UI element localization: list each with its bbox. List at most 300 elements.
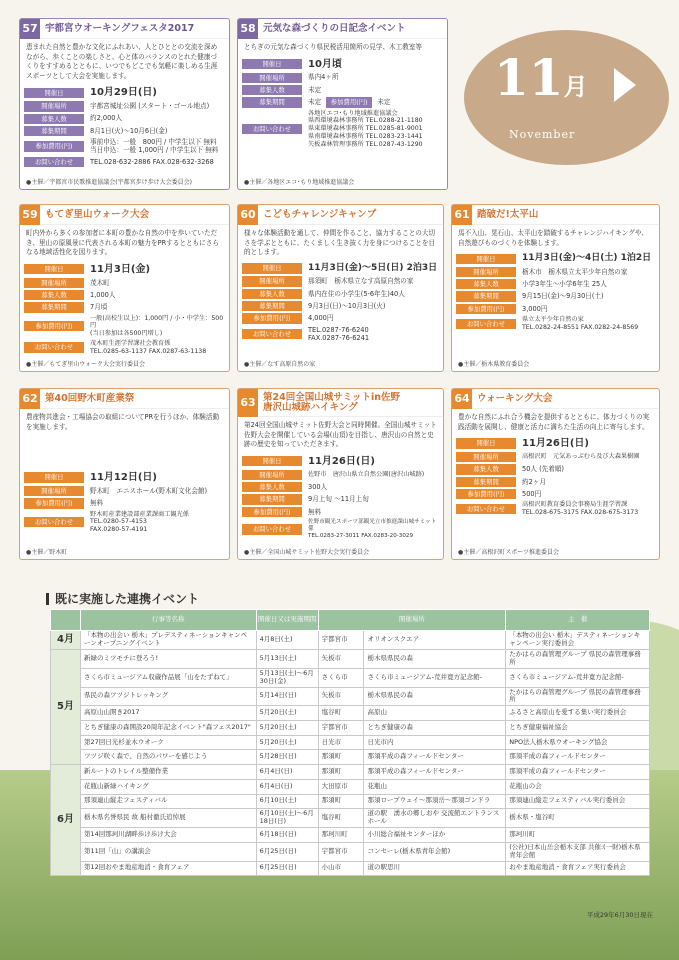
cell-city: 宇都宮市: [318, 842, 364, 861]
cell-city: 塩谷町: [318, 706, 364, 721]
info-value: 3,000円: [522, 304, 548, 313]
section-title-text: 既に実施した連携イベント: [55, 592, 200, 606]
cell-place: 那須平成の森フィールドセンター: [364, 750, 506, 765]
month-bubble: [464, 30, 669, 165]
table-row: [51, 750, 650, 765]
section-bar: [46, 593, 49, 605]
info-value: 高根沢町 元気あっぷむら及び大森果樹園: [522, 453, 640, 461]
cell-city: 那須町: [318, 765, 364, 780]
info-value: 9月15日(金)〜9月30日(土): [522, 292, 604, 301]
cell-place: さくら市ミュージアム-荒井寛方記念館-: [364, 668, 506, 687]
cell-place: とちぎ健康の森: [364, 721, 506, 736]
card-number: 63: [238, 389, 258, 417]
event-card-58: [237, 18, 448, 190]
cell-place: 栃木県県民の森: [364, 649, 506, 668]
card-note: ●主催／もてぎ里山ウォーク大会実行委員会: [26, 361, 145, 368]
info-row: [24, 114, 225, 124]
card-number: 58: [238, 19, 258, 39]
table-row: [51, 721, 650, 736]
info-row: [24, 138, 225, 154]
card-title: 宇都宮ウオーキングフェスタ2017: [45, 22, 195, 34]
info-row: [24, 511, 225, 534]
cell-date: 6月18日(日): [256, 828, 318, 843]
card-header: [20, 19, 229, 39]
info-label: 募集人数: [24, 290, 84, 300]
col-header-text: 開催場所: [398, 615, 425, 624]
info-label: 募集人数: [456, 464, 516, 474]
cell-city: 矢板市: [318, 687, 364, 706]
card-title: こどもチャレンジキャンプ: [263, 208, 377, 220]
info-value: 佐野市 唐沢山県立自然公園(唐沢山城跡): [308, 470, 425, 478]
info-row: [456, 437, 655, 450]
cell-name: 高原山山開き2017: [80, 706, 256, 721]
info-label: 開催場所: [456, 267, 516, 277]
info-value: 300人: [308, 482, 328, 491]
info-value: 約2,000人: [90, 114, 123, 123]
card-note: ●主催／宇都宮市民歌推進協議会(宇都宮歩け歩け大会委員会): [26, 179, 192, 186]
cell-org: 那須平成の森フィールドセンター: [506, 750, 650, 765]
cell-date: 5月20日(土): [256, 706, 318, 721]
event-card-63: [237, 388, 444, 560]
info-label: お問い合わせ: [242, 329, 302, 339]
event-card-64: [451, 388, 660, 560]
cell-place: コンセーレ(栃木県青年会館): [364, 842, 506, 861]
month-number: 11月: [494, 48, 588, 107]
contact-line: 県東環境森林事務所 TEL.0285-81-9001: [308, 125, 423, 133]
month-cell: 6月: [51, 765, 81, 876]
cell-date: 6月4日(日): [256, 779, 318, 794]
info-label: 募集人数: [242, 289, 302, 299]
cell-org: (公社)日本山岳会栃木支部 共催:(一財)栃木県青年会館: [506, 842, 650, 861]
info-label: 開催場所: [456, 452, 516, 462]
info-value: TEL.028-675-3175 FAX.028-675-3173: [522, 509, 639, 517]
cell-name: 第14回那珂川湖畔歩け歩け大会: [80, 828, 256, 843]
cell-org: 那須平成の森フィールドセンター: [506, 765, 650, 780]
info-row: [242, 519, 439, 540]
cell-org: NPO法人栃木県ウオーキング協会: [506, 735, 650, 750]
table-row: [51, 794, 650, 809]
info-value: 8月1日(火)〜10月6日(金): [90, 126, 168, 135]
info-label: 開催日: [242, 456, 302, 466]
info-label: 開催日: [24, 264, 84, 274]
card-header: [238, 19, 447, 39]
card-note: ●主催／高根沢町スポーツ推進委員会: [458, 549, 559, 556]
info-value: 野木町 エニスホール(野木町文化会館): [90, 486, 208, 495]
cell-date: 5月14日(日): [256, 687, 318, 706]
event-card-57: [19, 18, 230, 190]
info-label: 参加費用(円): [242, 313, 302, 323]
info-row: [456, 253, 655, 265]
col-header: 主 催: [506, 610, 650, 631]
info-row: [24, 126, 225, 136]
card-number: 59: [20, 205, 40, 225]
info-row: [24, 278, 225, 288]
info-row: [242, 85, 443, 95]
cell-name: 新緑のミツモチに登ろう!: [80, 649, 256, 668]
cell-place: 那須平成の森フィールドセンター: [364, 765, 506, 780]
cell-place: 道の駅 湧水の郷しおや 交流館エントランスホール: [364, 809, 506, 828]
info-value: 県内4ヶ所: [308, 73, 339, 82]
info-row: [242, 494, 439, 504]
col-header: [318, 610, 506, 631]
info-value: TEL.0280-57-4153: [90, 518, 147, 526]
info-label: 参加費用(円): [326, 97, 372, 107]
info-value: 9月3日(日)〜10月3日(火): [308, 301, 386, 310]
info-label: 開催場所: [242, 276, 302, 286]
month-cell: 5月: [51, 649, 81, 764]
info-row: [24, 290, 225, 300]
cell-date: 5月20日(土): [256, 721, 318, 736]
past-events-table: [50, 609, 650, 876]
info-value: 約2ヶ月: [522, 477, 546, 486]
info-value: 7月頃: [90, 303, 108, 312]
card-header: [20, 205, 229, 225]
info-value: 県内在住の小学生(5-6年生)40人: [308, 289, 405, 298]
cell-org: たかはらの森管理グループ 県民の森管理事務所: [506, 649, 650, 668]
cell-place: 栃木県県民の森: [364, 687, 506, 706]
col-header: 行事等名称: [80, 610, 256, 631]
cell-city: 小山市: [318, 861, 364, 876]
cell-city: 矢板市: [318, 649, 364, 668]
info-value: 無料: [308, 507, 322, 516]
table-row: [51, 828, 650, 843]
event-card-62: [19, 388, 230, 560]
info-label: 参加費用(円): [24, 321, 84, 331]
info-value: 当日申込：一般 1,000円 / 中学生以下 無料: [90, 146, 219, 155]
cell-date: 6月25日(日): [256, 842, 318, 861]
info-row: [242, 73, 443, 83]
info-row: [24, 340, 225, 356]
info-row: [24, 263, 225, 276]
info-value: 事前申込：一般 800円 / 中学生以下 無料: [90, 138, 217, 147]
card-number: 57: [20, 19, 40, 39]
month-cell: 4月: [51, 631, 81, 650]
card-desc: 町内外から多くの参加者に本町の豊かな自然の中を歩いていただき、里山の原風景に代表される本町の魅力をPRするとともにさらなる地域活性化を図ります。: [26, 229, 219, 257]
info-value: 11月3日(金)〜5日(日) 2泊3日: [308, 262, 438, 273]
card-header: [238, 205, 443, 225]
info-value: 11月3日(金)〜4日(土) 1泊2日: [522, 253, 652, 264]
info-value: 栃木市 栃木県立太平少年自然の家: [522, 267, 628, 276]
cell-org: 那須連山縦走フェスティバル実行委員会: [506, 794, 650, 809]
info-row: [24, 471, 225, 484]
table-row: [51, 706, 650, 721]
cell-name: 新ルートのトレイル整備作業: [80, 765, 256, 780]
table-row: [51, 649, 650, 668]
card-note: ●主催／各地区エコ･もり地域推進協議会: [244, 179, 355, 186]
info-row: [456, 304, 655, 314]
card-desc: 馬不入山、晃石山、太平山を踏破するチャレンジハイキングや、自然遊びものづくりを体験します。: [458, 229, 648, 247]
info-row: [24, 101, 225, 111]
info-row: [242, 58, 443, 71]
info-value: 11月12日(日): [90, 472, 157, 483]
cell-org: たかはらの森管理グループ 県民の森管理事務所: [506, 687, 650, 706]
info-label: 募集期間: [24, 302, 84, 312]
contact-line: 県西環境森林事務所 TEL.0288-21-1180: [308, 117, 423, 125]
info-label: 開催日: [242, 263, 302, 273]
info-label: お問い合わせ: [242, 124, 302, 134]
cell-org: おやま地産地消・食育フェア実行委員会: [506, 861, 650, 876]
info-row: [24, 315, 225, 338]
info-row: [242, 97, 443, 107]
cell-name: 第27回日光杉並木ウオーク: [80, 735, 256, 750]
info-value: 高根沢町教育委員会事務局生涯学習課: [522, 501, 628, 509]
cell-name: 「本物の出会い 栃木」プレデスティネーションキャンペーンオープニングイベント: [80, 631, 256, 650]
cell-org: 那珂川町: [506, 828, 650, 843]
card-title: もてぎ里山ウォーク大会: [45, 208, 150, 220]
cell-org: さくら市ミュージアム-荒井寛方記念館-: [506, 668, 650, 687]
table-header-row: [51, 610, 650, 631]
card-desc: 豊かな自然にふれ合う機会を提供するとともに、体力づくりの実践活動を展開し、健康と活力に満ちた生活の向上に寄与します。: [458, 413, 650, 431]
info-value: 4,000円: [308, 314, 334, 323]
card-title-line: 第24回全国山城サミットin佐野: [263, 391, 401, 403]
cell-place: 日光市内: [364, 735, 506, 750]
info-row: [456, 477, 655, 487]
info-label: 開催日: [24, 88, 84, 98]
info-label: 参加費用(円): [456, 489, 516, 499]
info-value: FAX.0287-76-6241: [308, 333, 370, 342]
info-label: 開催場所: [242, 73, 302, 83]
table-row: [51, 668, 650, 687]
cell-date: 5月20日(土): [256, 735, 318, 750]
info-label: 募集人数: [242, 85, 302, 95]
card-title: [258, 393, 400, 413]
info-row: [242, 470, 439, 480]
month-en: November: [509, 128, 576, 141]
info-value: 10月29日(日): [90, 87, 157, 99]
cell-place: オリオンスクエア: [364, 631, 506, 650]
cell-place: 花瓶山: [364, 779, 506, 794]
cell-date: 6月25日(日): [256, 861, 318, 876]
info-row: [242, 326, 439, 342]
card-title: 元気な森づくりの日記念イベント: [263, 22, 406, 34]
info-value: 宇都宮城址公園 (スタート・ゴール地点): [90, 102, 210, 111]
info-row: [242, 313, 439, 323]
card-desc: とちぎの元気な森づくり県民税活用箇所の見学、木工教室等: [244, 43, 423, 51]
info-value: 10月頃: [308, 58, 342, 70]
info-label: お問い合わせ: [24, 517, 84, 527]
arrow-right-icon: [614, 68, 636, 102]
cell-date: 5月13日(土)〜6月30日(金): [256, 668, 318, 687]
info-value: FAX.0280-57-4191: [90, 526, 148, 534]
cell-city: 日光市: [318, 735, 364, 750]
cell-place: 道の駅思川: [364, 861, 506, 876]
table-row: [51, 861, 650, 876]
info-value: TEL.028-632-2886 FAX.028-632-3268: [90, 157, 214, 166]
info-value: TEL.0282-24-8551 FAX.0282-24-8569: [522, 323, 639, 331]
info-label: 募集期間: [242, 301, 302, 311]
info-value: 11月26日(日): [308, 455, 375, 467]
table-row: [51, 809, 650, 828]
card-header: [452, 205, 659, 225]
event-card-60: [237, 204, 444, 372]
info-label: 参加費用(円): [24, 141, 84, 151]
cell-city: 宇都宮市: [318, 631, 364, 650]
cell-city: 大田原市: [318, 779, 364, 794]
cell-date: 6月4日(日): [256, 765, 318, 780]
table-row: [51, 765, 650, 780]
info-row: [24, 157, 225, 167]
info-value: 野木町産業建設部産業課商工観光係: [90, 510, 189, 518]
card-title-line: 唐沢山城跡ハイキング: [263, 401, 358, 413]
info-row: [456, 501, 655, 517]
info-label: お問い合わせ: [456, 319, 516, 329]
cell-name: ツツジ咲く森で、自然のパワーを感じよう: [80, 750, 256, 765]
info-value: 未定: [308, 85, 322, 94]
info-label: お問い合わせ: [24, 342, 84, 352]
info-row: [242, 289, 439, 299]
info-label: お問い合わせ: [242, 524, 302, 534]
cell-name: 第11回「山」の講演会: [80, 842, 256, 861]
cell-city: さくら市: [318, 668, 364, 687]
info-value: TEL.0283-27-3011 FAX.0283-20-3029: [308, 532, 414, 539]
cell-date: 5月28日(日): [256, 750, 318, 765]
info-row: [242, 110, 443, 149]
cell-city: 塩谷町: [318, 809, 364, 828]
info-label: 募集人数: [24, 114, 84, 124]
contact-line: 矢板森林管理事務所 TEL.0287-43-1290: [308, 140, 423, 148]
cell-org: 花瓶山の会: [506, 779, 650, 794]
info-value: 一般(高校生以上)：1,000円 / 小・中学生：500円: [90, 314, 224, 330]
card-title: 踏破だ!太平山: [477, 208, 539, 220]
event-card-59: [19, 204, 230, 372]
info-value: 11月26日(日): [522, 438, 589, 450]
info-value: 9月上旬 〜11月上旬: [308, 495, 369, 504]
info-value: 未定: [308, 98, 322, 107]
info-label: 開催場所: [242, 470, 302, 480]
info-value: 11月3日(金): [90, 263, 151, 275]
cell-name: 花瓶山新緑ハイキング: [80, 779, 256, 794]
cell-date: 5月13日(土): [256, 649, 318, 668]
info-label: 募集人数: [456, 279, 516, 289]
card-note: ●主催／野木町: [26, 549, 68, 556]
info-row: [24, 302, 225, 312]
col-header: 開催日又は実施期間: [256, 610, 318, 631]
cell-name: とちぎ健康の森開設20周年記念イベント"森フェス2017": [80, 721, 256, 736]
info-label: 募集期間: [456, 477, 516, 487]
info-value: (当日参加は各500円増し): [90, 330, 163, 338]
info-value: TEL.0287-76-6240: [308, 325, 369, 334]
info-label: 参加費用(円): [456, 304, 516, 314]
cell-city: 宇都宮市: [318, 721, 364, 736]
info-label: 開催日: [456, 438, 516, 448]
info-row: [242, 482, 439, 492]
cell-org: 「本物の出会い 栃木」デスティネーションキャンペーン実行委員会: [506, 631, 650, 650]
table-row: [51, 735, 650, 750]
card-header: [20, 389, 229, 409]
card-desc: 農産物共進会・工場協会の取組についてPRを行うほか、体験活動を実施します。: [26, 413, 220, 431]
cell-city: 那須町: [318, 794, 364, 809]
info-label: 参加費用(円): [24, 498, 84, 508]
cell-name: 那須連山縦走フェスティバル: [80, 794, 256, 809]
info-row: [242, 301, 439, 311]
info-value: 50人 (先着順): [522, 465, 565, 474]
info-value: 500円: [522, 489, 542, 498]
card-title: 第40回野木町産業祭: [45, 392, 135, 404]
info-value: 1,000人: [90, 290, 116, 299]
card-desc: 第24回全国山城サミット佐野大会と同時開催。全国山城サミット佐野大会を開催している会場(山頂)を目指し、唐沢山の自然と史跡の歴史を知っていただきます。: [244, 421, 437, 449]
info-label: 参加費用(円): [242, 507, 302, 517]
card-number: 60: [238, 205, 258, 225]
card-header: [452, 389, 659, 409]
info-value: 無料: [90, 499, 104, 508]
cell-city: 那須町: [318, 750, 364, 765]
info-row: [456, 489, 655, 499]
info-label: 開催日: [24, 472, 84, 482]
col-header: [51, 610, 81, 631]
info-label: 開催場所: [24, 278, 84, 288]
info-label: 募集期間: [456, 291, 516, 301]
cell-org: ふるさと高原山を愛する集い実行委員会: [506, 706, 650, 721]
info-label: 募集期間: [242, 494, 302, 504]
cell-name: さくら市ミュージアム収蔵作品展「山をたずねて」: [80, 668, 256, 687]
info-label: 開催場所: [24, 486, 84, 496]
info-label: お問い合わせ: [24, 157, 84, 167]
card-note: ●主催／なす高原自然の家: [244, 361, 316, 368]
cell-place: 高原山: [364, 706, 506, 721]
card-note: ●主催／栃木県教育委員会: [458, 361, 530, 368]
cell-date: 4月8日(土): [256, 631, 318, 650]
info-value: 小学3年生〜小学6年生 25人: [522, 279, 607, 288]
info-row: [456, 452, 655, 462]
cell-org: 栃木県・塩谷町: [506, 809, 650, 828]
info-label: 募集期間: [242, 97, 302, 107]
info-row: [24, 86, 225, 99]
info-row: [456, 316, 655, 332]
info-value: 未定: [377, 98, 391, 107]
info-label: 開催日: [242, 59, 302, 69]
event-card-61: [451, 204, 660, 372]
section-title: [46, 590, 199, 607]
card-note: ●主催／全国山城サミット佐野大会実行委員会: [244, 549, 370, 556]
card-number: 62: [20, 389, 40, 409]
info-value: 茂木町生涯学習課社会教育係: [90, 339, 171, 347]
card-number: 64: [452, 389, 472, 409]
contact-line: 県南環境森林事務所 TEL.0283-23-1441: [308, 132, 423, 140]
info-value: 那須町 栃木県立なす高原自然の家: [308, 277, 414, 286]
info-value: TEL.0285-63-1137 FAX.0287-63-1138: [90, 347, 207, 355]
info-row: [456, 267, 655, 277]
card-number: 61: [452, 205, 472, 225]
info-row: [456, 291, 655, 301]
cell-place: 小川総合福祉センターほか: [364, 828, 506, 843]
info-row: [24, 486, 225, 496]
card-header: [238, 389, 443, 417]
table-row: [51, 779, 650, 794]
info-row: [242, 455, 439, 468]
info-row: [456, 464, 655, 474]
info-row: [242, 263, 439, 275]
info-value: 茂木町: [90, 278, 110, 287]
info-row: [242, 276, 439, 286]
cell-name: 栃木県名誉県民 故 船村徹氏追悼展: [80, 809, 256, 828]
info-label: お問い合わせ: [456, 504, 516, 514]
table-row: [51, 842, 650, 861]
info-label: 開催場所: [24, 101, 84, 111]
info-value: 佐野市観光スポーツ部観光立市推進課山城サミット係: [308, 518, 437, 532]
cell-name: 県民の森ツツジトレッキング: [80, 687, 256, 706]
cell-place: 那須ロープウェイ〜那須岳〜那須ゴンドラ: [364, 794, 506, 809]
info-row: [242, 507, 439, 517]
cell-date: 6月10日(土): [256, 794, 318, 809]
card-desc: 恵まれた自然と豊かな文化にふれあい、人とひととの交流を深めながら、歩くことの楽しさと、心と体のバランスのとれた健康づくりをすすめるとともに、いつでもどこでも気軽に楽しめる生涯スポーツとして大会を実施します。: [26, 43, 218, 80]
as-of-date: 平成29年6月30日現在: [586, 911, 653, 919]
info-label: 募集期間: [24, 126, 84, 136]
contact-line: 各地区エコ･もり地域推進協議会: [308, 109, 398, 117]
cell-org: とちぎ健康福祉協会: [506, 721, 650, 736]
info-label: 開催日: [456, 254, 516, 264]
info-row: [24, 498, 225, 508]
cell-name: 第12回おやま地産地消・食育フェア: [80, 861, 256, 876]
